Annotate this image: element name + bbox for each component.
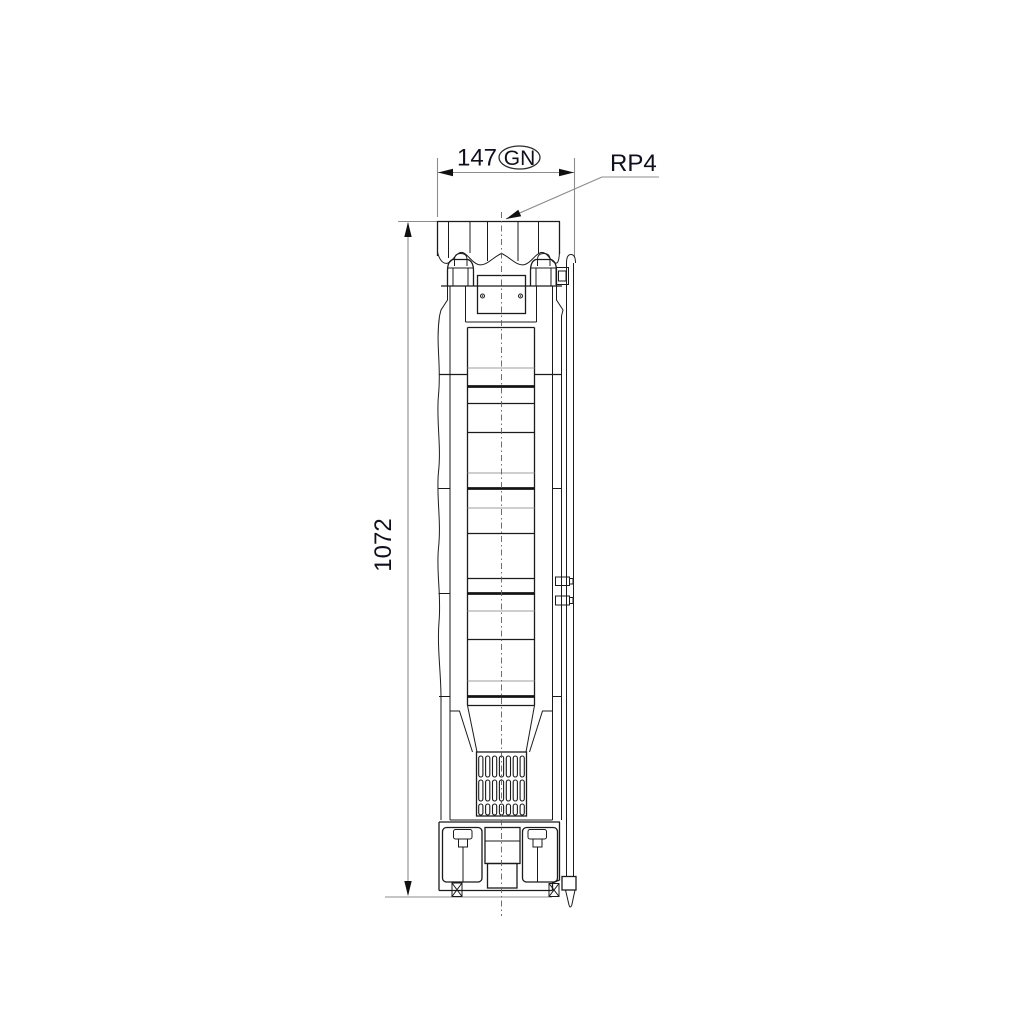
width-dimension-value: 147 [456, 144, 498, 172]
bolt-right [528, 830, 547, 840]
width-arrow-left-icon [438, 169, 453, 176]
port-size-label: RP4 [610, 150, 657, 177]
stage-joint-lines [439, 328, 562, 706]
height-dimension-value: 1072 [370, 518, 397, 572]
pump-stage-column [439, 328, 562, 706]
cable-cover-right [523, 828, 558, 883]
cable-clip-upper [556, 577, 574, 586]
screw-left [452, 883, 462, 897]
height-arrow-bottom-icon [404, 881, 411, 896]
gn-badge-label: GN [503, 147, 536, 170]
cable-clip-lower [556, 596, 574, 605]
cable-top-bend [567, 255, 576, 264]
cable-end-tip [562, 877, 576, 908]
drop-cable [556, 255, 577, 908]
height-arrow-top-icon [404, 222, 411, 237]
port-leader-arrow-icon [506, 210, 521, 219]
width-arrow-right-icon [559, 169, 574, 176]
casing-ribs [449, 222, 539, 261]
valve-casing [437, 222, 560, 265]
port-leader-line [506, 177, 602, 219]
cable-guard-top-right [531, 254, 557, 287]
bolt-left [454, 830, 473, 840]
motor-bottom-section [439, 822, 560, 897]
dimension-annotations [370, 145, 659, 898]
cable-cover-left [443, 828, 483, 883]
motor-center-block [485, 828, 520, 889]
